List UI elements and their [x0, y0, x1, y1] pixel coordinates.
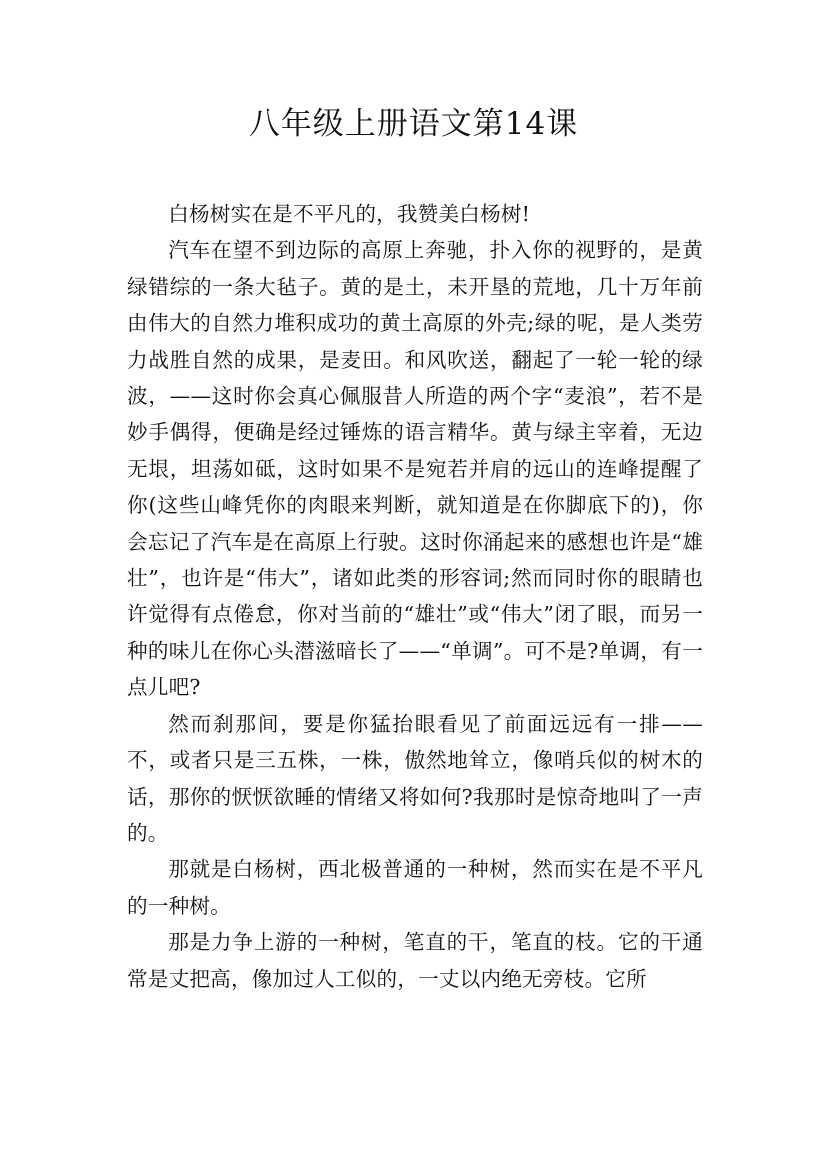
document-title: 八年级上册语文第14课 [248, 106, 579, 142]
paragraph: 那是力争上游的一种树，笔直的干，笔直的枝。它的干通常是丈把高，像加过人工似的，一丈以内绝无旁枝。它所 [127, 930, 703, 991]
paragraph: 汽车在望不到边际的高原上奔驰，扑入你的视野的，是黄绿错综的一条大毡子。黄的是土，未开垦的荒地，几十万年前由伟大的自然力堆积成功的黄土高原的外壳;绿的呢，是人类劳力战胜自然的成果，是麦田。和风吹送，翻起了一轮一轮的绿波，——这时你会真心佩服昔人所造的两个字“麦浪”，若不是妙手偶得，便确是经过锤炼的语言精华。黄与绿主宰着，无边无垠，坦荡如砥，这时如果不是宛若并肩的远山的连峰提醒了你(这些山峰凭你的肉眼来判断，就知道是在你脚底下的)，你会忘记了汽车是在高原上行驶。这时你涌起来的感想也许是“雄壮”，也许是“伟大”，诸如此类的形容词;然而同时你的眼睛也许觉得有点倦怠，你对当前的“雄壮”或“伟大”闭了眼，而另一种的味儿在你心头潜滋暗长了——“单调”。可不是?单调，有一点儿吧? [127, 238, 703, 700]
paragraph: 然而刹那间，要是你猛抬眼看见了前面远远有一排——不，或者只是三五株，一株，傲然地耸立，像哨兵似的树木的话，那你的恹恹欲睡的情绪又将如何?我那时是惊奇地叫了一声的。 [127, 711, 703, 845]
paragraph: 那就是白杨树，西北极普通的一种树，然而实在是不平凡的一种树。 [127, 857, 703, 918]
document-body [127, 196, 703, 997]
paragraph: 白杨树实在是不平凡的，我赞美白杨树! [168, 202, 531, 226]
